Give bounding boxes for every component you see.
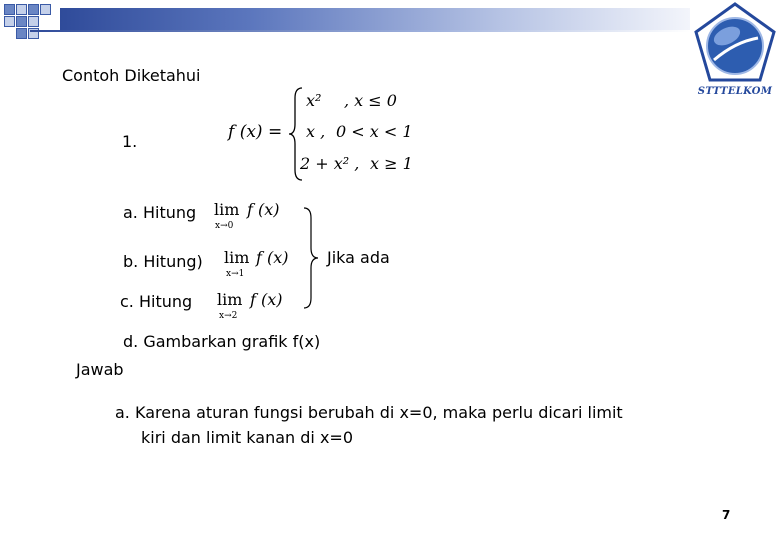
- problem-number: 1.: [122, 132, 138, 151]
- question-b-expr: f (x): [256, 248, 289, 267]
- case-1-expr: x²: [306, 91, 322, 110]
- question-b-lim: lim: [224, 248, 250, 267]
- function-lhs: f (x) =: [228, 122, 283, 142]
- header-gradient-bar: [60, 8, 690, 30]
- case-2-cond: 0 < x < 1: [336, 122, 413, 141]
- answer-heading: Jawab: [76, 360, 124, 379]
- question-b-label: b. Hitung): [123, 252, 203, 271]
- sttelkom-logo: [692, 2, 778, 102]
- question-c-lim: lim: [217, 290, 243, 309]
- case-3-cond: x ≥ 1: [370, 154, 413, 173]
- questions-brace: [302, 206, 320, 310]
- question-c-approach: x→2: [219, 311, 238, 321]
- question-a-lim: lim: [214, 200, 240, 219]
- case-1-cond: , x ≤ 0: [344, 91, 397, 110]
- answer-a-line2: kiri dan limit kanan di x=0: [141, 428, 353, 447]
- question-b-approach: x→1: [226, 269, 245, 279]
- logo-emblem-icon: [692, 2, 778, 86]
- heading: Contoh Diketahui: [62, 66, 201, 85]
- case-3-expr: 2 + x² ,: [300, 154, 360, 173]
- brace-note: Jika ada: [327, 248, 390, 267]
- question-d: d. Gambarkan grafik f(x): [123, 332, 321, 351]
- question-c-expr: f (x): [250, 290, 283, 309]
- answer-a-line1: a. Karena aturan fungsi berubah di x=0, maka perlu dicari limit: [115, 403, 623, 422]
- question-c-label: c. Hitung: [120, 292, 193, 311]
- header-band: [0, 0, 780, 46]
- logo-text: STTTELKOM: [697, 86, 773, 97]
- question-a-label: a. Hitung: [123, 203, 197, 222]
- page-number: 7: [722, 508, 731, 522]
- question-a-approach: x→0: [215, 221, 234, 231]
- case-2-expr: x ,: [306, 122, 326, 141]
- question-a-expr: f (x): [247, 200, 280, 219]
- header-rule: [30, 30, 690, 32]
